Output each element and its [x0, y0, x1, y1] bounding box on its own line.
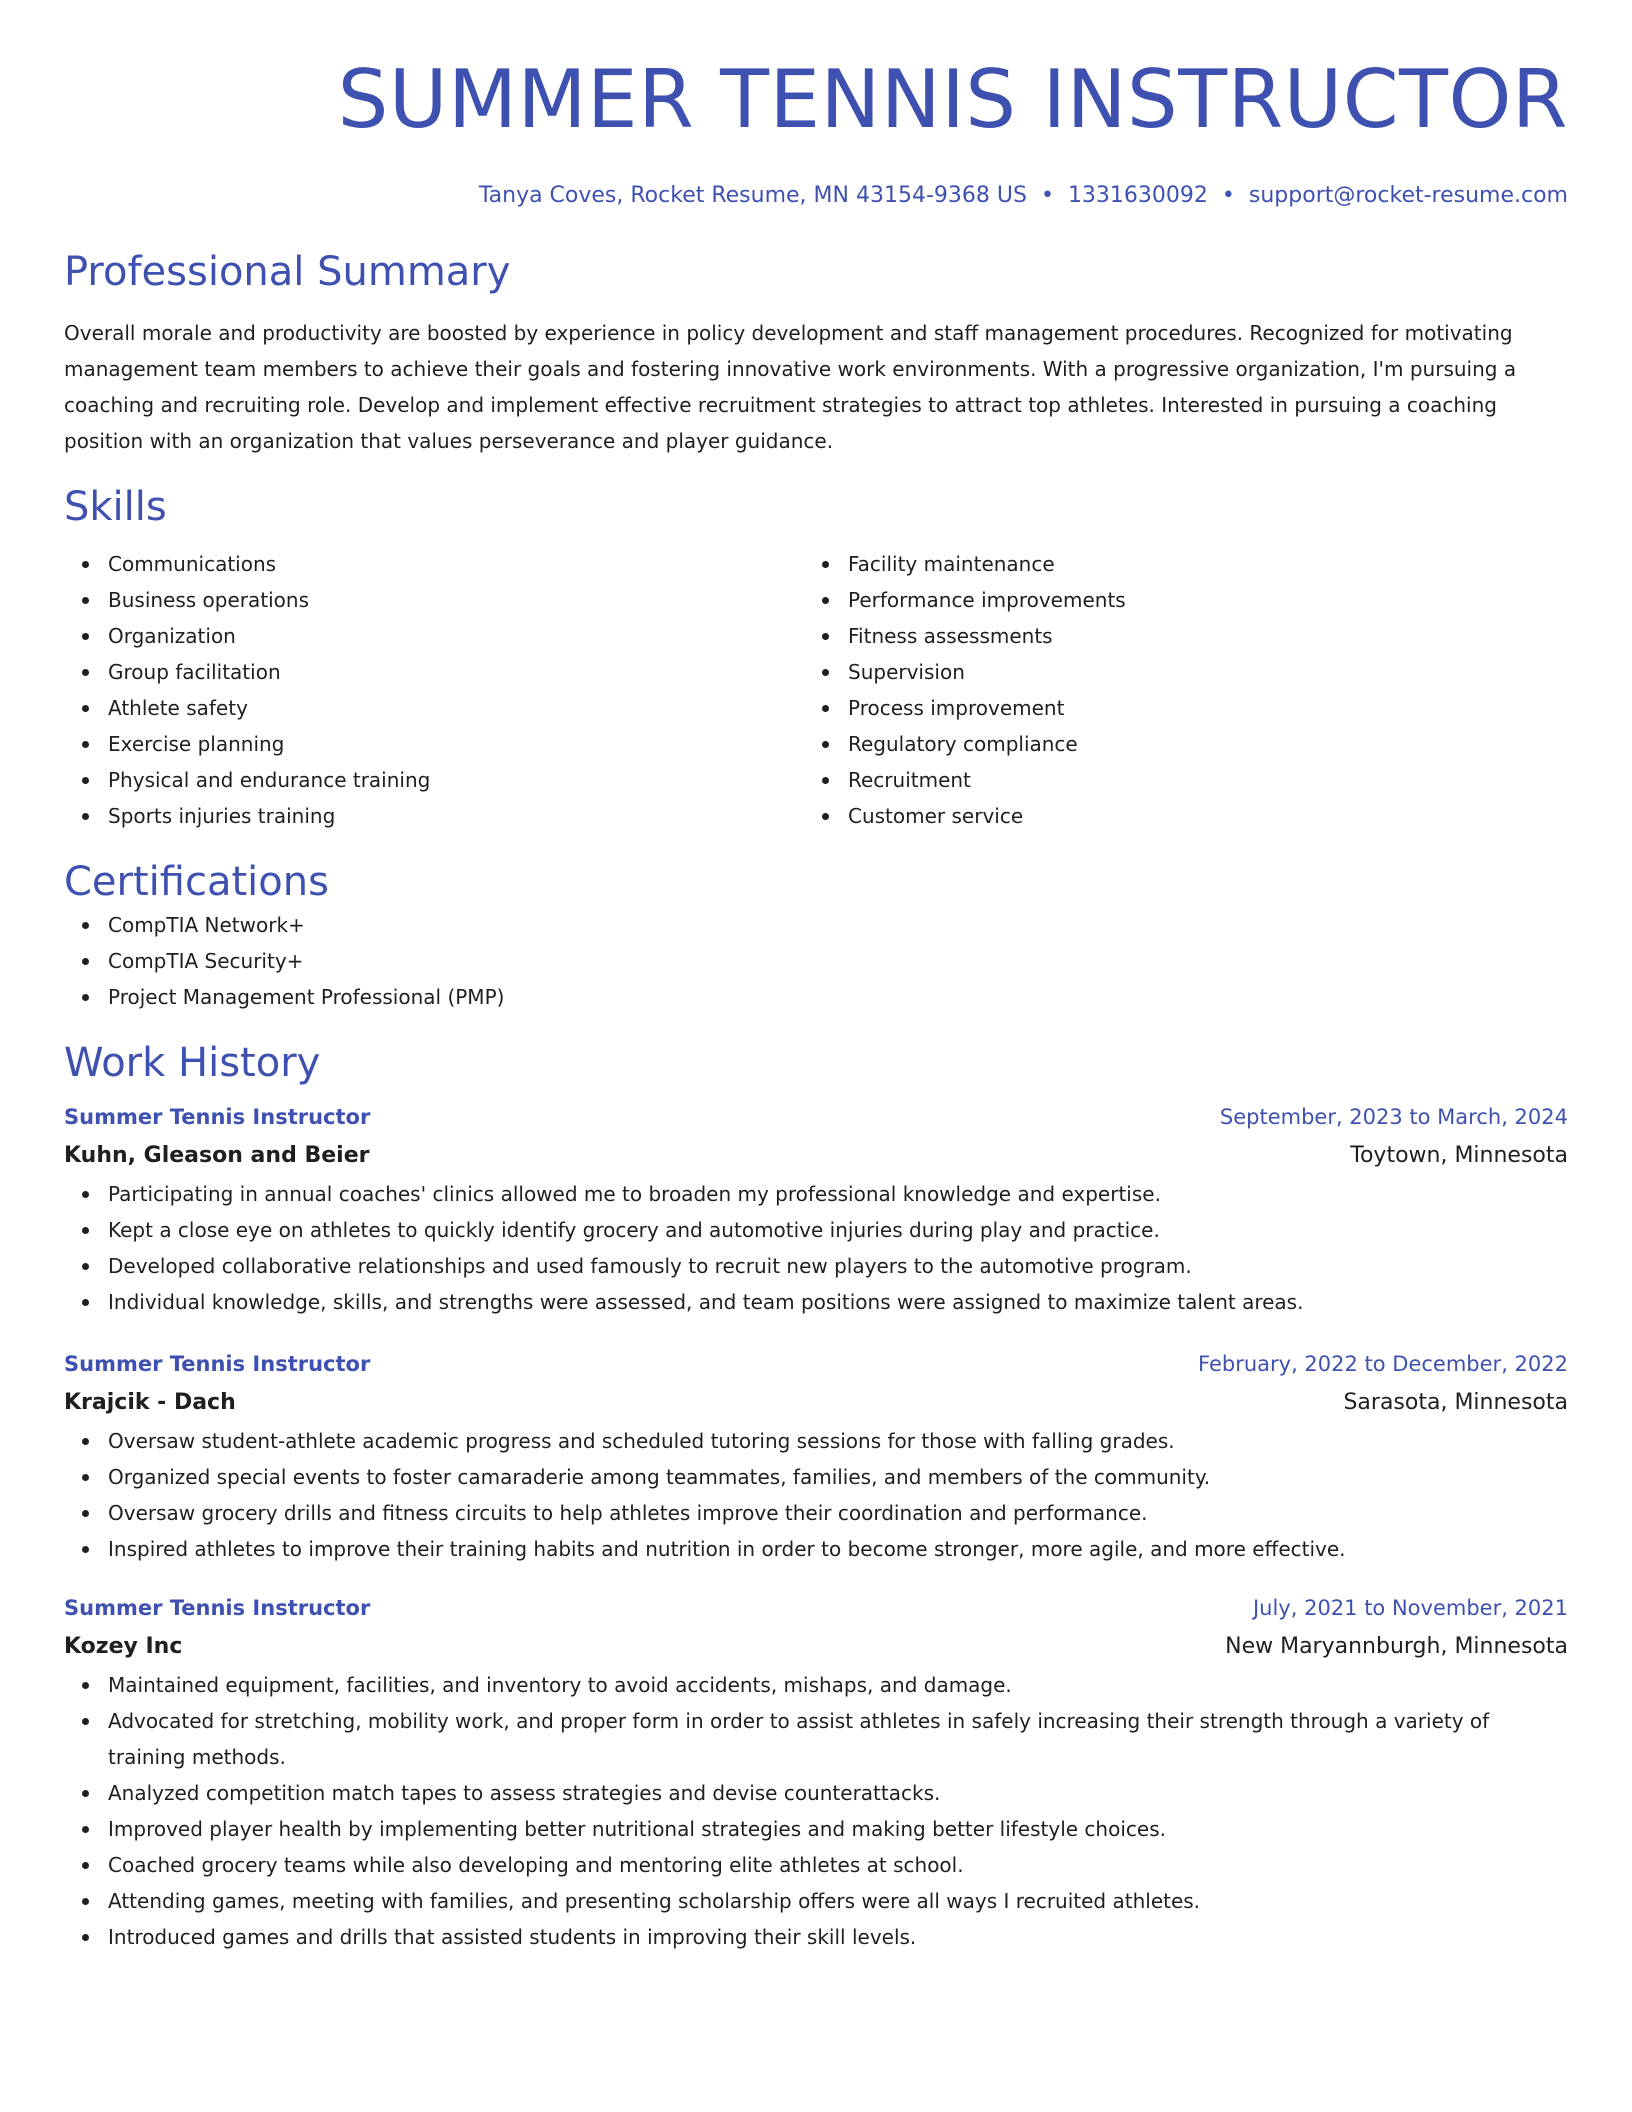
contact-line — [64, 182, 1568, 210]
job-bullet: Introduced games and drills that assisted students in improving their skill levels. — [64, 1919, 1568, 1955]
job-bullet: Developed collaborative relationships and used famously to recruit new players to the automotive program. — [64, 1248, 1568, 1284]
job-bullet: Individual knowledge, skills, and strengths were assessed, and team positions were assigned to maximize talent areas. — [64, 1284, 1568, 1320]
job-bullet: Advocated for stretching, mobility work, and proper form in order to assist athletes in safely increasing their strength through a variety of training methods. — [64, 1703, 1568, 1775]
job-company-row — [64, 1136, 1568, 1176]
summary-section — [64, 247, 1568, 459]
job-location: Sarasota, Minnesota — [1343, 1390, 1568, 1415]
job-bullet: Analyzed competition match tapes to assess strategies and devise counterattacks. — [64, 1775, 1568, 1811]
job-title-row — [64, 1098, 1568, 1136]
skills-list-left — [64, 546, 804, 834]
work-history-heading: Work History — [64, 1040, 321, 1086]
job-title: Summer Tennis Instructor — [64, 1596, 371, 1620]
job-company-row — [64, 1627, 1568, 1667]
skill-item: Supervision — [804, 654, 1544, 690]
job-bullet: Oversaw student-athlete academic progress and scheduled tutoring sessions for those with falling grades. — [64, 1423, 1568, 1459]
job-bullet: Maintained equipment, facilities, and inventory to avoid accidents, mishaps, and damage. — [64, 1667, 1568, 1703]
skill-item: Process improvement — [804, 690, 1544, 726]
contact-separator: • — [1040, 183, 1054, 208]
job-company: Krajcik - Dach — [64, 1390, 236, 1415]
certification-item: Project Management Professional (PMP) — [64, 979, 1568, 1015]
job-bullets — [64, 1176, 1568, 1320]
job-entry — [64, 1589, 1568, 1955]
job-title: Summer Tennis Instructor — [64, 1105, 371, 1129]
job-dates: February, 2022 to December, 2022 — [1198, 1352, 1568, 1376]
job-entry — [64, 1098, 1568, 1320]
skill-item: Performance improvements — [804, 582, 1544, 618]
skill-item: Business operations — [64, 582, 804, 618]
job-company: Kuhn, Gleason and Beier — [64, 1143, 370, 1168]
skills-section — [64, 482, 1568, 834]
job-bullet: Oversaw grocery drills and fitness circuits to help athletes improve their coordination and performance. — [64, 1495, 1568, 1531]
summary-text: Overall morale and productivity are boosted by experience in policy development and staff management procedures. Recognized for motivating management team members to achieve their goals and fostering innovative work environments. With a progressive organization, I'm pursuing a coaching and recruiting role. Develop and implement effective recruitment strategies to attract top athletes. Interested in pursuing a coaching position with an organization that values perseverance and player guidance. — [64, 321, 1517, 453]
certifications-list — [64, 907, 1568, 1015]
job-bullet: Kept a close eye on athletes to quickly identify grocery and automotive injuries during play and practice. — [64, 1212, 1568, 1248]
job-dates: September, 2023 to March, 2024 — [1219, 1105, 1568, 1129]
job-bullet: Participating in annual coaches' clinics allowed me to broaden my professional knowledge and expertise. — [64, 1176, 1568, 1212]
skill-item: Communications — [64, 546, 804, 582]
summary-heading: Professional Summary — [64, 249, 511, 295]
job-bullet: Coached grocery teams while also developing and mentoring elite athletes at school. — [64, 1847, 1568, 1883]
certification-item: CompTIA Security+ — [64, 943, 1568, 979]
certifications-section — [64, 857, 1568, 1015]
skills-heading: Skills — [64, 484, 167, 530]
skill-item: Group facilitation — [64, 654, 804, 690]
job-bullet: Inspired athletes to improve their training habits and nutrition in order to become stronger, more agile, and more effective. — [64, 1531, 1568, 1567]
contact-separator: • — [1221, 183, 1235, 208]
resume-title: SUMMER TENNIS INSTRUCTOR — [337, 53, 1568, 146]
job-company-row — [64, 1383, 1568, 1423]
job-title-row — [64, 1345, 1568, 1383]
job-bullets — [64, 1423, 1568, 1567]
skills-column-right — [804, 546, 1544, 834]
skill-item: Facility maintenance — [804, 546, 1544, 582]
skills-column-left — [64, 546, 804, 834]
skills-list-right — [804, 546, 1544, 834]
contact-email: support@rocket-resume.com — [1248, 183, 1568, 208]
certification-item: CompTIA Network+ — [64, 907, 1568, 943]
resume-header — [64, 50, 1568, 210]
job-bullet: Organized special events to foster camaraderie among teammates, families, and members of the community. — [64, 1459, 1568, 1495]
job-dates: July, 2021 to November, 2021 — [1252, 1596, 1568, 1620]
skill-item: Recruitment — [804, 762, 1544, 798]
skill-item: Athlete safety — [64, 690, 804, 726]
job-title: Summer Tennis Instructor — [64, 1352, 371, 1376]
skill-item: Exercise planning — [64, 726, 804, 762]
certifications-heading: Certifications — [64, 859, 329, 905]
skill-item: Fitness assessments — [804, 618, 1544, 654]
job-location: New Maryannburgh, Minnesota — [1225, 1634, 1568, 1659]
job-company: Kozey Inc — [64, 1634, 183, 1659]
job-bullets — [64, 1667, 1568, 1955]
skill-item: Organization — [64, 618, 804, 654]
skill-item: Customer service — [804, 798, 1544, 834]
job-title-row — [64, 1589, 1568, 1627]
skill-item: Physical and endurance training — [64, 762, 804, 798]
contact-address: Tanya Coves, Rocket Resume, MN 43154-9368 US — [478, 183, 1027, 208]
skill-item: Sports injuries training — [64, 798, 804, 834]
job-location: Toytown, Minnesota — [1350, 1143, 1568, 1168]
job-entry — [64, 1345, 1568, 1567]
job-bullet: Attending games, meeting with families, and presenting scholarship offers were all ways I recruited athletes. — [64, 1883, 1568, 1919]
skills-columns — [64, 546, 1568, 834]
work-history-section — [64, 1038, 1568, 1955]
contact-phone: 1331630092 — [1067, 183, 1208, 208]
job-bullet: Improved player health by implementing better nutritional strategies and making better lifestyle choices. — [64, 1811, 1568, 1847]
skill-item: Regulatory compliance — [804, 726, 1544, 762]
